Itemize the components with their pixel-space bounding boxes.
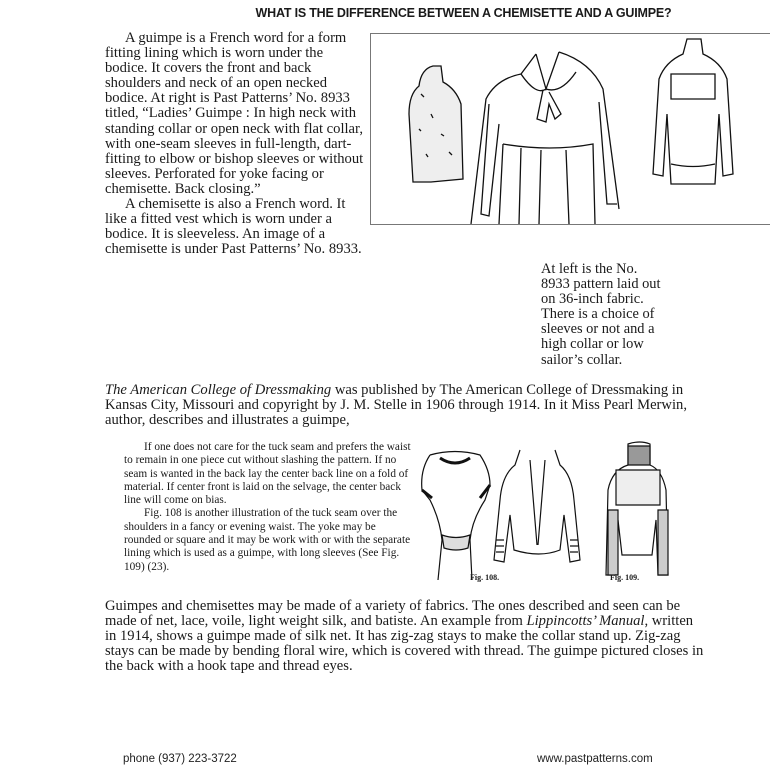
fig-108-caption: Fig. 108. <box>470 573 500 582</box>
page-title: WHAT IS THE DIFFERENCE BETWEEN A CHEMISETTE AND A GUIMPE? <box>255 6 672 20</box>
footer-phone: phone (937) 223-3722 <box>123 753 237 765</box>
lippincotts-manual-title: Lippincotts’ Manual <box>526 613 645 630</box>
fig-109-caption: Fig. 109. <box>610 573 640 582</box>
footer-website: www.pastpatterns.com <box>537 753 653 765</box>
pattern-8933-illustration <box>370 33 770 225</box>
fabrics-text-1: Guimpes and chemisettes may be made of a variety of fabrics. The ones described and seen can be made of net, lace, voile, light weight silk, and batiste. An example from <box>105 598 681 630</box>
college-text: was published by The American College of Dressmaking in Kansas City, Missouri and copyright by J. M. Stelle in 1906 through 1914. In it Miss Pearl Merwin, author, describes and illustrates a guimpe, <box>105 382 687 429</box>
chemisette-paragraph: A chemisette is also a French word. It like a fitted vest which is worn under a bodice. It is sleeveless. An image of a chemisette is under Past Patterns’ No. 8933. <box>105 196 362 258</box>
fig-108-109-illustration <box>410 440 672 585</box>
pattern-layout-caption: At left is the No. 8933 pattern laid out on 36-inch fabric. There is a choice of sleeves or not and a high collar or low sailor’s collar. <box>541 261 661 368</box>
quote-paragraph-1: If one does not care for the tuck seam and prefers the waist to remain in one piece cut without slashing the pattern. If no seam is wanted in the back lay the center back line on a fold of material. If center front is laid on the selvage, the center back line will come on bias. <box>124 441 411 507</box>
fabrics-paragraph <box>105 599 705 674</box>
guimpe-paragraph: A guimpe is a French word for a form fitting lining which is worn under the bodice. It covers the front and back shoulders and neck of an open necked bodice. At right is Past Patterns’ No. 8933 titled, “Ladies’ Guimpe : In high neck with standing collar or open neck with flat collar, with one-seam sleeves in full-length, dart-fitting to elbow or bishop sleeves or without sleeves. Perforated for yoke facing or chemisette. Back closing.” <box>105 30 364 197</box>
book-title: The American College of Dressmaking <box>105 382 332 398</box>
merwin-quote <box>124 441 414 574</box>
fabrics-text-2: , written in 1914, shows a guimpe made of silk net. It has zig-zag stays to make the collar stand up. Zig-zag stays can be made by bending floral wire, which is covered with thread. The guimpe pictured closes in the back with a hook tape and thread eyes. <box>105 613 704 675</box>
quote-paragraph-2: Fig. 108 is another illustration of the tuck seam over the shoulders in a fancy or evening waist. The yoke may be rounded or square and it may be work with or with the separate lining which is used as a guimpe, with long sleeves (See Fig. 109) (23). <box>124 507 411 573</box>
intro-text <box>105 31 367 257</box>
college-paragraph <box>105 383 705 428</box>
